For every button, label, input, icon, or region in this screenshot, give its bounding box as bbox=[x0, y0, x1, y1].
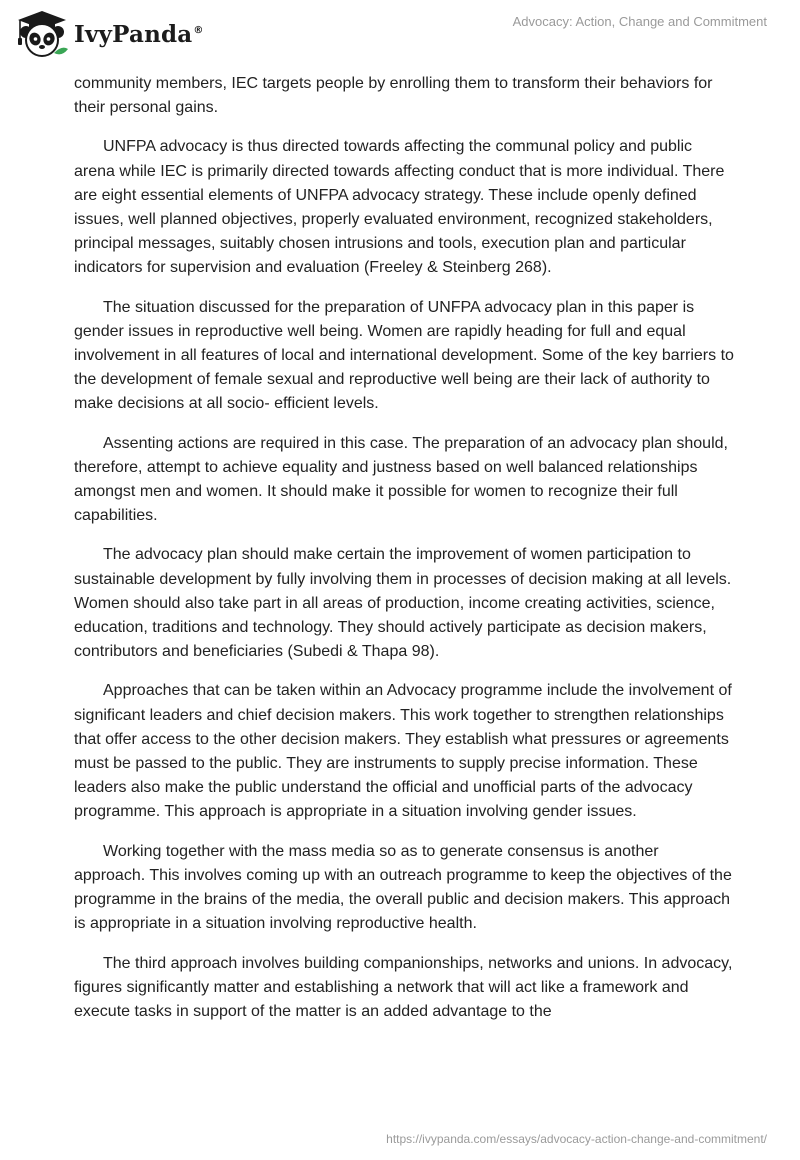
registered-mark: ® bbox=[193, 24, 204, 36]
paragraph-3: The situation discussed for the preparation of UNFPA advocacy plan in this paper is gender issues in reproductive well being. Women are rapidly heading for full and equal involvement in all features of local and international development. Some of the key barriers to the development of female sexual and reproductive well being are their lack of authority to make decisions at all socio- efficient levels. bbox=[74, 298, 734, 413]
paragraph-1: community members, IEC targets people by enrolling them to transform their behaviors for their personal gains. bbox=[74, 75, 713, 117]
paragraph-6: Approaches that can be taken within an Advocacy programme include the involvement of significant leaders and chief decision makers. This work together to strengthen relationships that offer access to the other decision makers. They establish what pressures or agreements must be passed to the public. They are instruments to supply precise information. These leaders also make the public understand the official and unofficial parts of the advocacy programme. This approach is appropriate in a situation involving gender issues. bbox=[74, 682, 732, 821]
panda-graduate-icon bbox=[14, 9, 70, 59]
logo-text: IvyPanda® bbox=[74, 20, 204, 48]
paragraph-7: Working together with the mass media so as to generate consensus is another approach. This involves coming up with an outreach programme to keep the objectives of the programme in the brains of the media, the overall public and decision makers. This approach is appropriate in a situation involving reproductive health. bbox=[74, 842, 732, 933]
essay-body bbox=[74, 72, 734, 1039]
paragraph-2: UNFPA advocacy is thus directed towards affecting the communal policy and public arena while IEC is primarily directed towards affecting conduct that is more individual. There are eight essential elements of UNFPA advocacy strategy. These include openly defined issues, well planned objectives, properly evaluated environment, recognized stakeholders, principal messages, suitably chosen intrusions and tools, execution plan and particular indicators for supervision and evaluation (Freeley & Steinberg 268). bbox=[74, 138, 725, 277]
document-title: Advocacy: Action, Change and Commitment bbox=[512, 14, 767, 29]
ivypanda-logo[interactable] bbox=[14, 9, 204, 59]
paragraph-5: The advocacy plan should make certain the improvement of women participation to sustainable development by fully involving them in processes of decision making at all levels. Women should also take part in all areas of production, income creating activities, science, education, traditions and technology. They should actively participate as decision makers, contributors and beneficiaries (Subedi & Thapa 98). bbox=[74, 546, 732, 661]
page-header bbox=[0, 0, 800, 70]
source-url[interactable]: https://ivypanda.com/essays/advocacy-action-change-and-commitment/ bbox=[386, 1132, 767, 1146]
paragraph-4: Assenting actions are required in this case. The preparation of an advocacy plan should, therefore, attempt to achieve equality and justness based on well balanced relationships amongst men and women. It should make it possible for women to recognize their full capabilities. bbox=[74, 434, 728, 525]
paragraph-8: The third approach involves building companionships, networks and unions. In advocacy, figures significantly matter and establishing a network that will act like a framework and execute tasks in support of the matter is an added advantage to the bbox=[74, 954, 733, 1020]
